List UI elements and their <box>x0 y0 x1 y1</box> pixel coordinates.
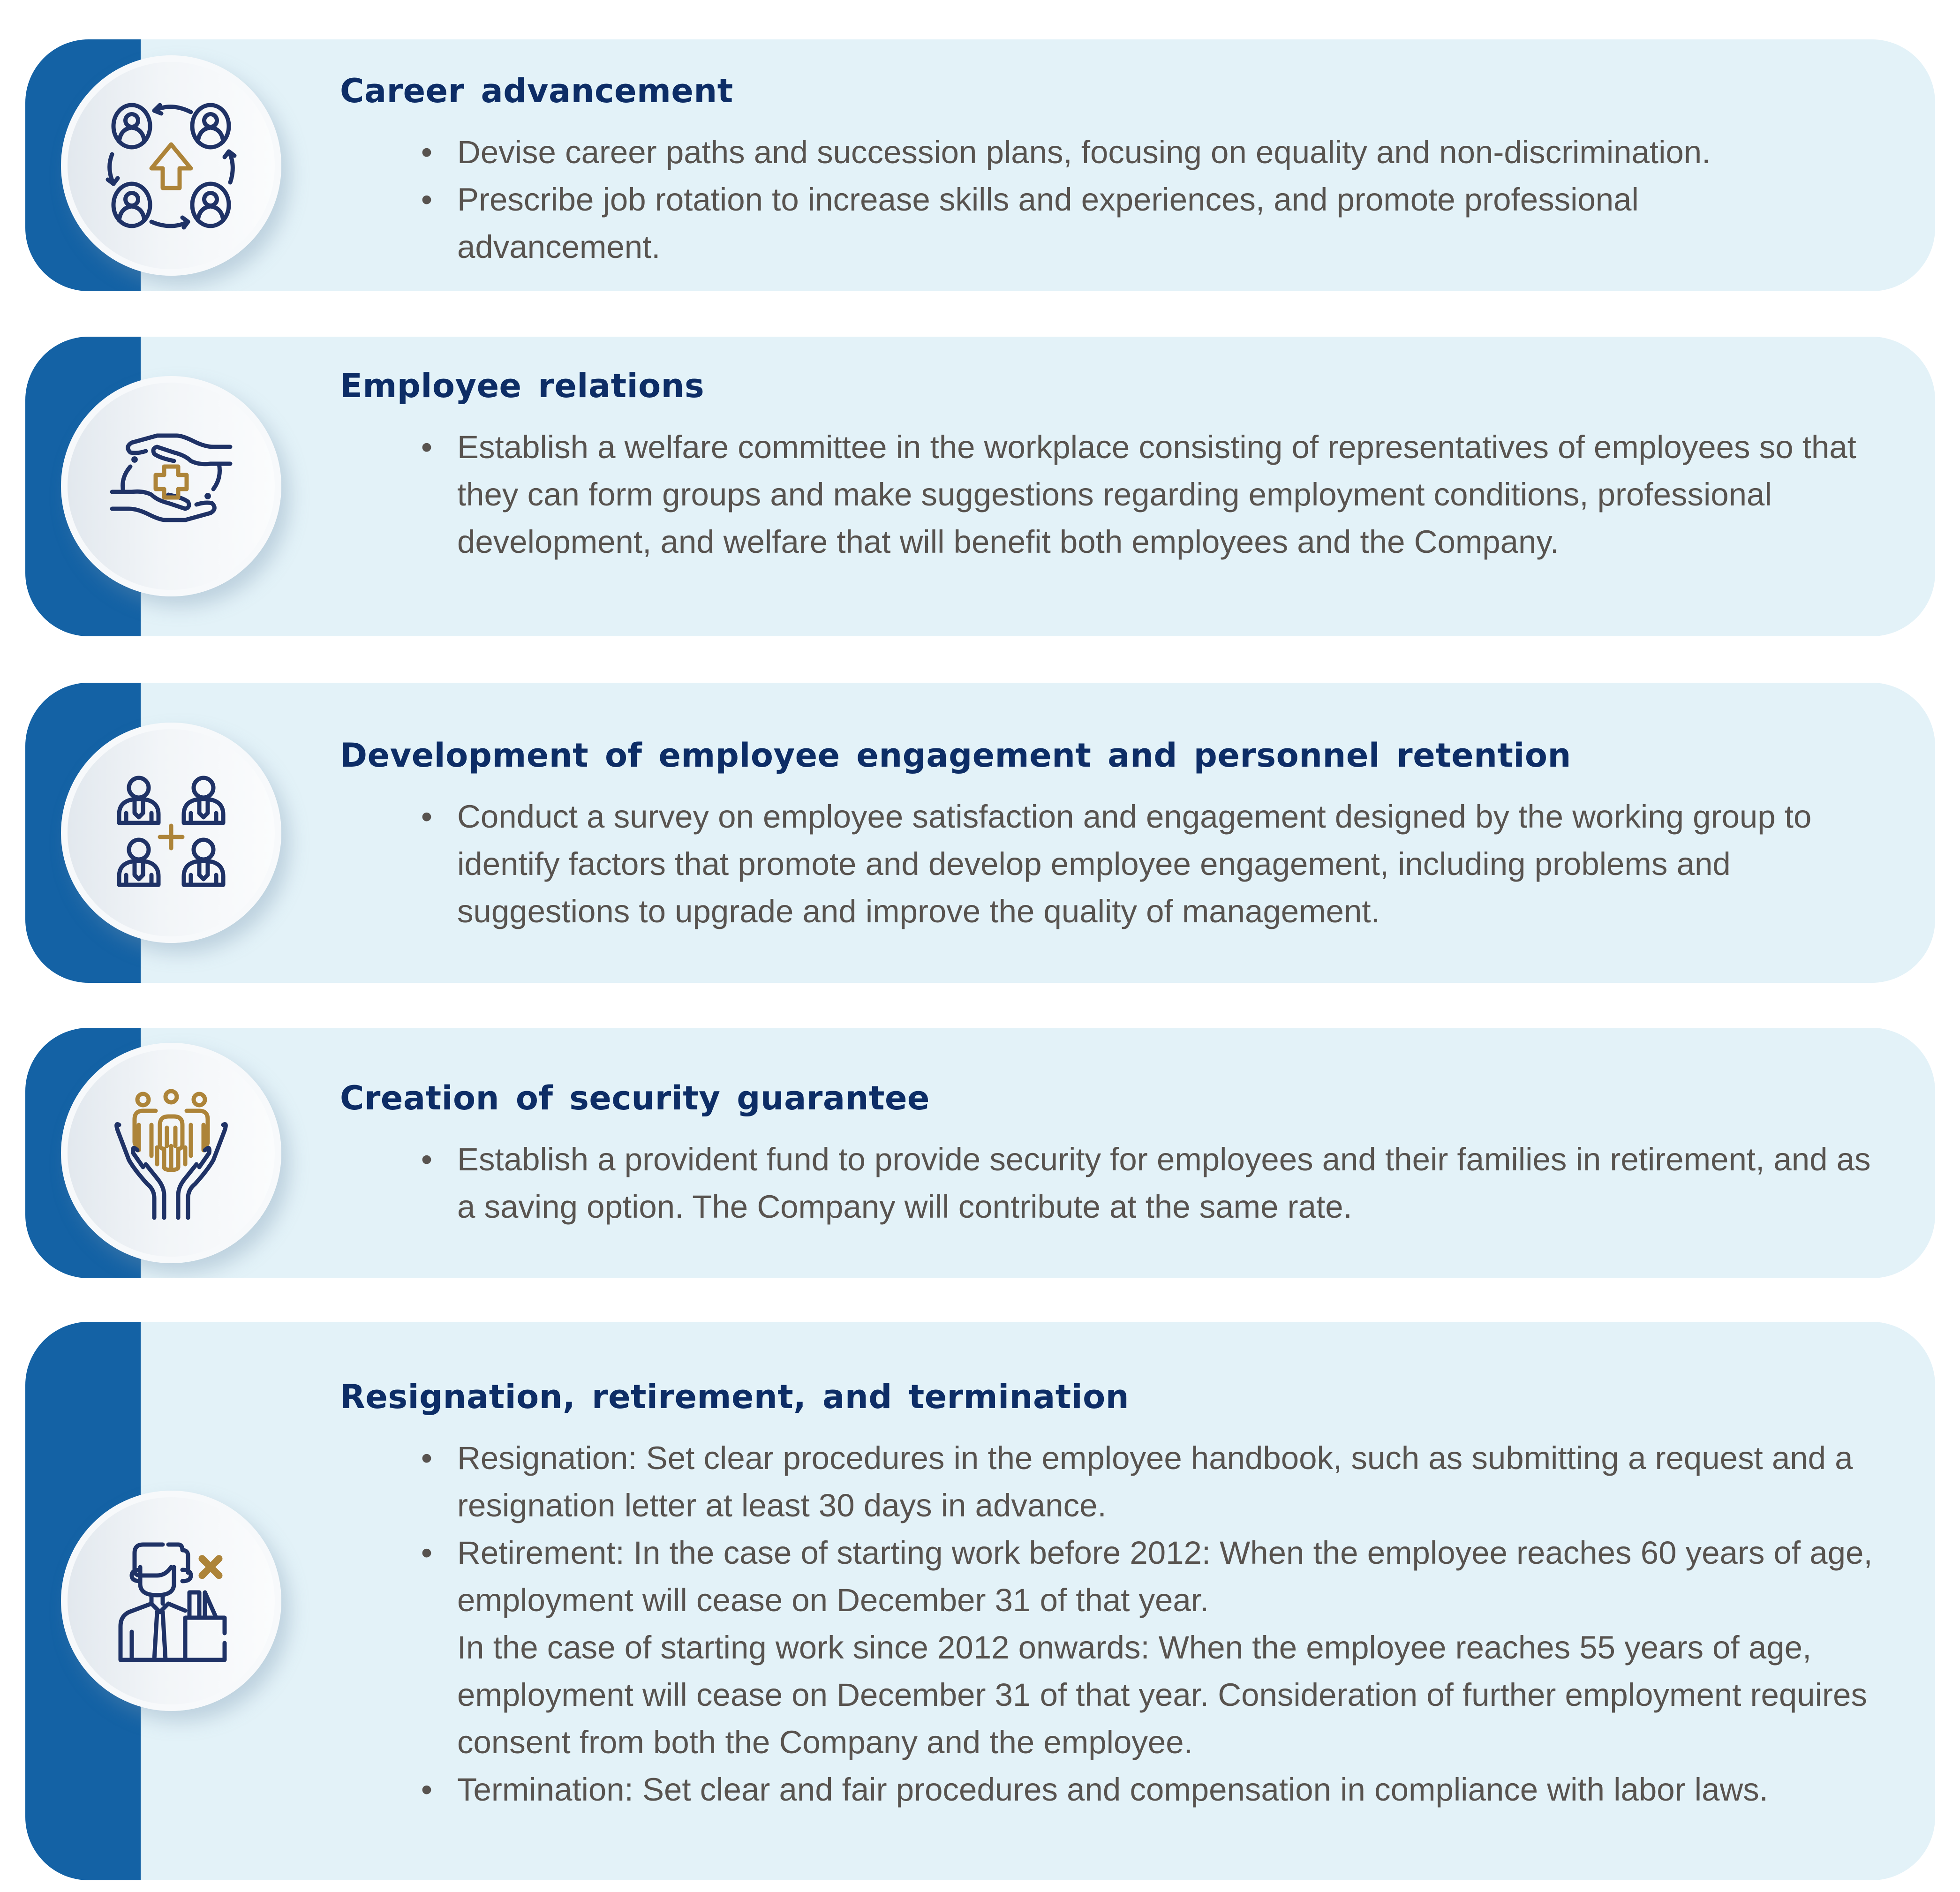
card-title: Career advancement <box>340 72 733 110</box>
list-item: • Establish a welfare committee in the workplace consisting of representatives of employees so that they can form groups and make suggestions regarding employment conditions, professional development, and welfare that will benefit both employees and the Company. <box>340 423 1888 565</box>
bullet-icon: • <box>421 1440 433 1476</box>
bullet-list <box>340 1136 1888 1230</box>
bullet-icon: • <box>421 1771 433 1808</box>
career-rotation-icon <box>101 95 241 236</box>
employee-leaving-icon <box>101 1530 241 1671</box>
card-title: Creation of security guarantee <box>340 1079 930 1117</box>
icon-badge <box>61 723 281 943</box>
icon-badge <box>61 55 281 276</box>
icon-badge <box>61 1491 281 1711</box>
list-item: • Resignation: Set clear procedures in the employee handbook, such as submitting a request and a resignation letter at least 30 days in advance. <box>340 1434 1888 1529</box>
bullet-icon: • <box>421 1535 433 1571</box>
list-item: • Devise career paths and succession plans, focusing on equality and non-discrimination. <box>340 128 1888 176</box>
bullet-list <box>340 1434 1888 1813</box>
card-title: Development of employee engagement and personnel retention <box>340 736 1571 775</box>
bullet-list <box>340 423 1888 565</box>
bullet-list <box>340 793 1888 935</box>
card-resignation-retirement-termination <box>25 1322 1935 1880</box>
team-plus-icon <box>101 762 241 903</box>
bullet-icon: • <box>421 181 433 218</box>
bullet-icon: • <box>421 799 433 835</box>
list-item: • Prescribe job rotation to increase skills and experiences, and promote professional advancement. <box>340 176 1888 271</box>
hands-holding-people-icon <box>101 1083 241 1223</box>
icon-badge <box>61 1043 281 1263</box>
card-career-advancement <box>25 39 1935 291</box>
retirement-continuation: In the case of starting work since 2012 onwards: When the employee reaches 55 years of age, employment will cease on December 31 of that year. Consideration of further employment requires consent from both the Company and the employee. <box>457 1629 1867 1760</box>
card-title: Resignation, retirement, and termination <box>340 1378 1130 1416</box>
list-item: • Establish a provident fund to provide security for employees and their families in retirement, and as a saving option. The Company will contribute at the same rate. <box>340 1136 1888 1230</box>
list-item: • Termination: Set clear and fair procedures and compensation in compliance with labor laws. <box>340 1766 1888 1813</box>
bullet-list <box>340 128 1888 271</box>
list-item: • Conduct a survey on employee satisfaction and engagement designed by the working group to identify factors that promote and develop employee engagement, including problems and suggestions to upgrade and improve the quality of management. <box>340 793 1888 935</box>
bullet-icon: • <box>421 429 433 465</box>
card-employee-relations <box>25 337 1935 636</box>
card-employee-engagement <box>25 683 1935 983</box>
bullet-icon: • <box>421 1141 433 1177</box>
caring-hands-cross-icon <box>101 416 241 557</box>
card-security-guarantee <box>25 1028 1935 1278</box>
card-title: Employee relations <box>340 367 705 405</box>
icon-badge <box>61 376 281 596</box>
bullet-icon: • <box>421 134 433 170</box>
list-item: • Retirement: In the case of starting work before 2012: When the employee reaches 60 years of age, employment will cease on December 31 of that year. In the case of starting work since 2012 onwards: When the employee reaches 55 years of age, employment will cease on December 31 of that year. Consideration of further employment requires consent from both the Company and the employee. <box>340 1529 1888 1766</box>
